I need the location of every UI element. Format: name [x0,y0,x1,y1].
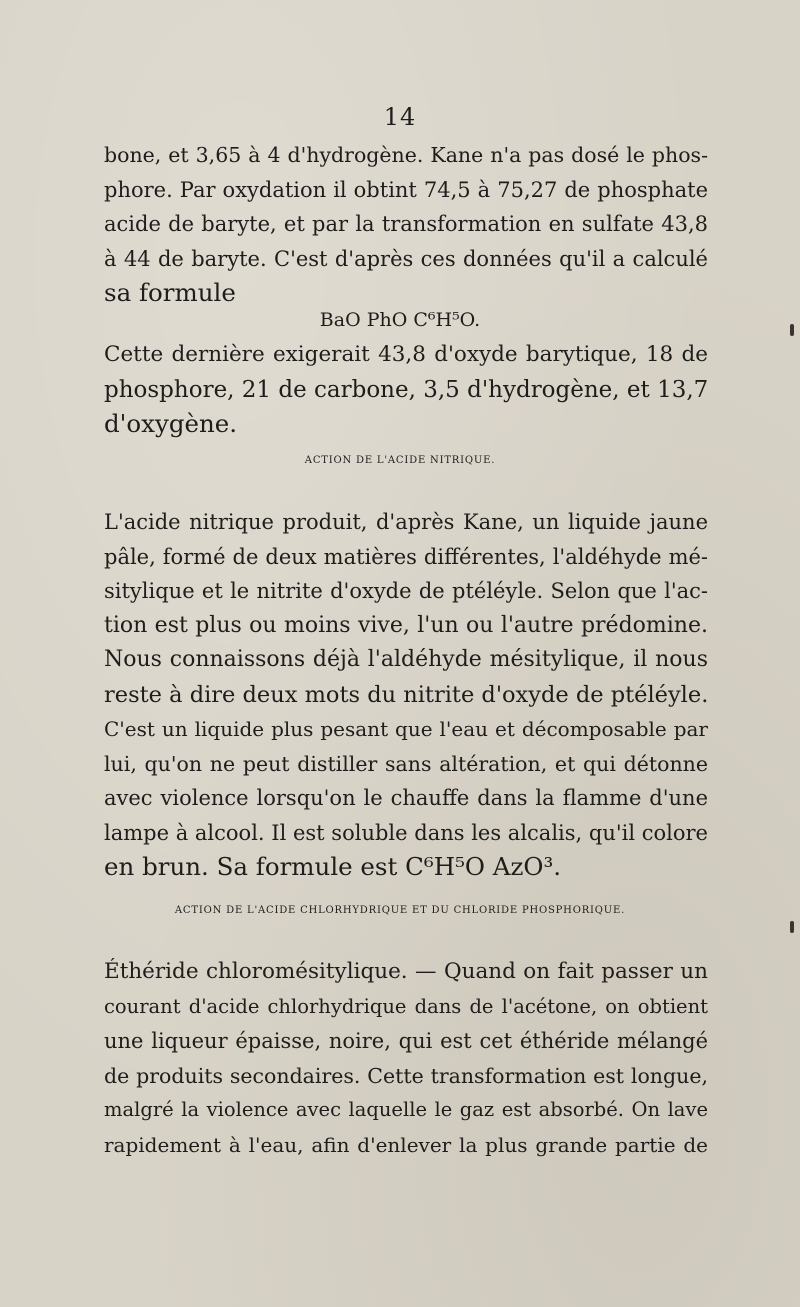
text-line: bone, et 3,65 à 4 d'hydrogène. Kane n'a pas dosé le phos- [104,143,708,167]
text-line: avec violence lorsqu'on le chauffe dans la flamme d'une [104,786,708,810]
text-line: pâle, formé de deux matières différentes, l'aldéhyde mé- [104,544,708,569]
section-heading: ACTION DE L'ACIDE NITRIQUE. [304,455,496,466]
text-line: tion est plus ou moins vive, l'un ou l'autre prédomine. [104,612,708,638]
text-line: Éthéride chloromésitylique. — Quand on fait passer un [104,959,708,984]
text-line: phosphore, 21 de carbone, 3,5 d'hydrogène, et 13,7 [104,376,709,403]
page-number: 14 [383,103,417,131]
chemical-formula: BaO PhO C⁶H⁵O. [319,309,481,331]
text-line: rapidement à l'eau, afin d'enlever la plus grande partie de [104,1132,708,1157]
text-line: courant d'acide chlorhydrique dans de l'acétone, on obtient [104,994,708,1018]
text-line: sa formule [104,278,236,307]
text-line: reste à dire deux mots du nitrite d'oxyde de ptéléyle. [104,681,709,708]
text-line: d'oxygène. [104,409,238,438]
text-line: en brun. Sa formule est C⁶H⁵O AzO³. [104,852,562,881]
text-line: phore. Par oxydation il obtint 74,5 à 75,27 de phosphate [104,177,708,202]
margin-mark [790,324,794,336]
paragraph-4 [104,955,708,1162]
text-line: de produits secondaires. Cette transformation est longue, [104,1063,708,1088]
text-line: une liqueur épaisse, noire, qui est cet éthéride mélangé [104,1029,708,1053]
paragraph-2 [104,338,708,442]
text-line: lui, qu'on ne peut distiller sans altération, et qui détonne [104,751,708,776]
paragraph-1 [104,138,708,311]
text-line: sitylique et le nitrite d'oxyde de ptéléyle. Selon que l'ac- [104,579,708,603]
text-line: C'est un liquide plus pesant que l'eau et décomposable par [104,717,708,741]
paragraph-3 [104,505,708,885]
text-line: malgré la violence avec laquelle le gaz est absorbé. On lave [104,1098,708,1121]
section-heading: ACTION DE L'ACIDE CHLORHYDRIQUE ET DU CHLORIDE PHOSPHORIQUE. [174,905,626,916]
text-line: Cette dernière exigerait 43,8 d'oxyde barytique, 18 de [104,342,708,367]
text-line: à 44 de baryte. C'est d'après ces données qu'il a calculé [104,246,708,271]
text-line: lampe à alcool. Il est soluble dans les alcalis, qu'il colore [104,820,708,845]
text-line: Nous connaissons déjà l'aldéhyde mésitylique, il nous [104,647,708,672]
margin-mark [790,921,794,933]
text-line: L'acide nitrique produit, d'après Kane, un liquide jaune [104,510,708,534]
text-line: acide de baryte, et par la transformation en sulfate 43,8 [104,212,708,236]
